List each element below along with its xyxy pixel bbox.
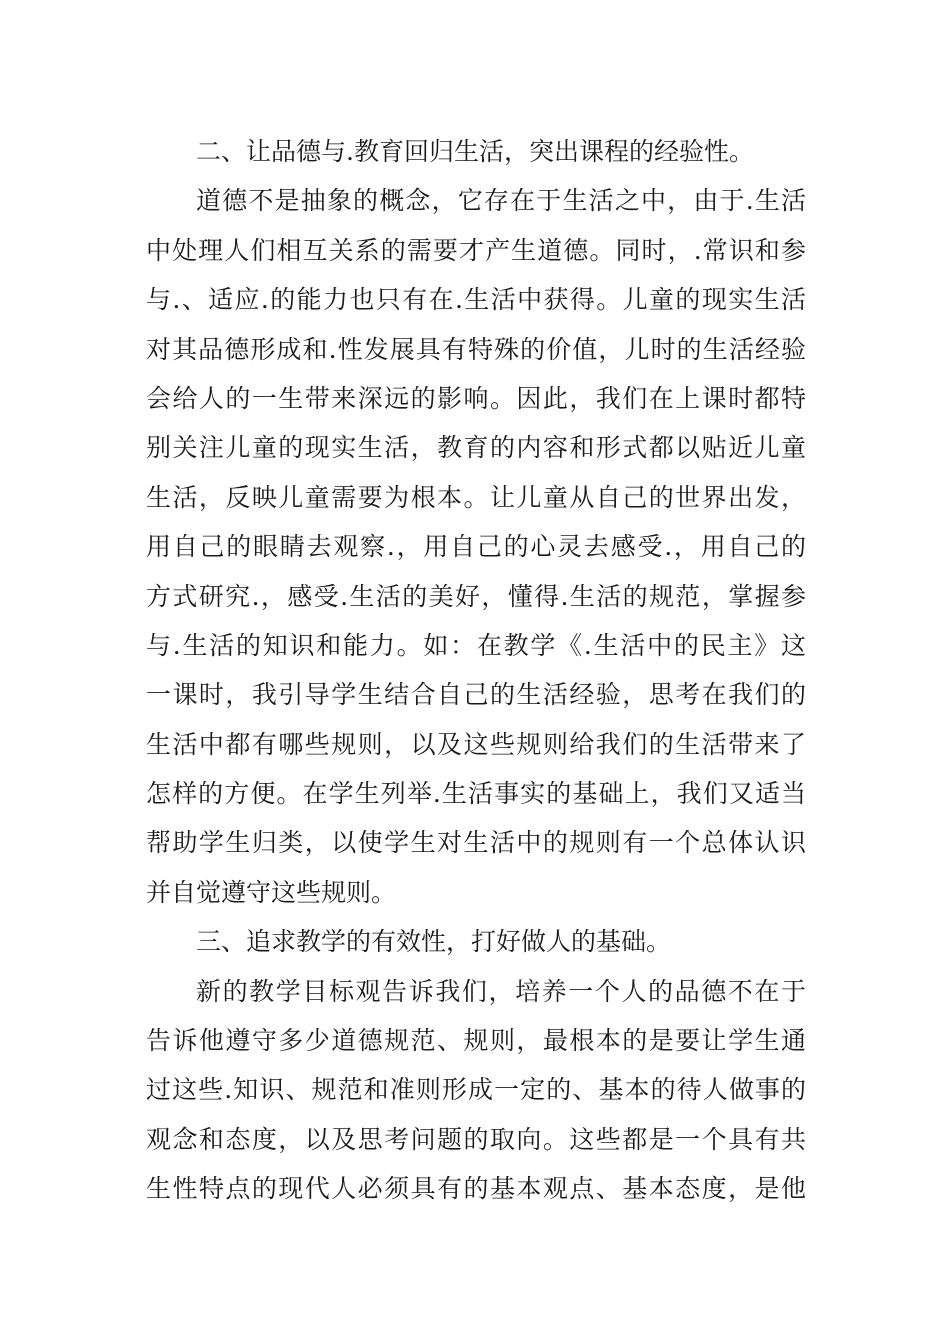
paragraph-line: 怎样的方便。在学生列举.生活事实的基础上，我们又适当 xyxy=(146,779,806,809)
section-heading-3: 三、追求教学的有效性，打好做人的基础。 xyxy=(196,927,672,957)
paragraph-line: 告诉他遵守多少道德规范、规则，最根本的是要让学生通 xyxy=(146,1026,806,1056)
paragraph-line: 一课时，我引导学生结合自己的生活经验，思考在我们的 xyxy=(146,680,806,710)
paragraph-line: 方式研究.，感受.生活的美好，懂得.生活的规范，掌握参 xyxy=(146,581,806,611)
paragraph-line: 观念和态度，以及思考问题的取向。这些都是一个具有共 xyxy=(146,1124,806,1154)
paragraph-line: 生活，反映儿童需要为根本。让儿童从自己的世界出发， xyxy=(146,482,806,512)
paragraph-line: 生性特点的现代人必须具有的基本观点、基本态度，是他 xyxy=(146,1174,806,1204)
paragraph-line: 与.、适应.的能力也只有在.生活中获得。儿童的现实生活 xyxy=(146,285,806,315)
paragraph-line: 中处理人们相互关系的需要才产生道德。同时，.常识和参 xyxy=(146,235,806,265)
paragraph-line: 并自觉遵守这些规则。 xyxy=(146,877,397,907)
document-body xyxy=(146,127,806,1214)
paragraph-line: 过这些.知识、规范和准则形成一定的、基本的待人做事的 xyxy=(146,1075,806,1105)
paragraph-line: 与.生活的知识和能力。如：在教学《.生活中的民主》这 xyxy=(146,630,806,660)
section-heading-2: 二、让品德与.教育回归生活，突出课程的经验性。 xyxy=(196,137,754,166)
paragraph-line: 帮助学生归类，以使学生对生活中的规则有一个总体认识 xyxy=(146,828,806,858)
paragraph-line: 别关注儿童的现实生活，教育的内容和形式都以贴近儿童 xyxy=(146,433,806,463)
paragraph-line: 道德不是抽象的概念，它存在于生活之中，由于.生活 xyxy=(196,186,806,216)
paragraph-line: 生活中都有哪些规则，以及这些规则给我们的生活带来了 xyxy=(146,729,806,759)
paragraph-line: 对其品德形成和.性发展具有特殊的价值，儿时的生活经验 xyxy=(146,334,806,364)
paragraph-line: 用自己的眼睛去观察.，用自己的心灵去感受.，用自己的 xyxy=(146,532,806,562)
paragraph-line: 新的教学目标观告诉我们，培养一个人的品德不在于 xyxy=(196,976,806,1006)
paragraph-line: 会给人的一生带来深远的影响。因此，我们在上课时都特 xyxy=(146,383,806,413)
